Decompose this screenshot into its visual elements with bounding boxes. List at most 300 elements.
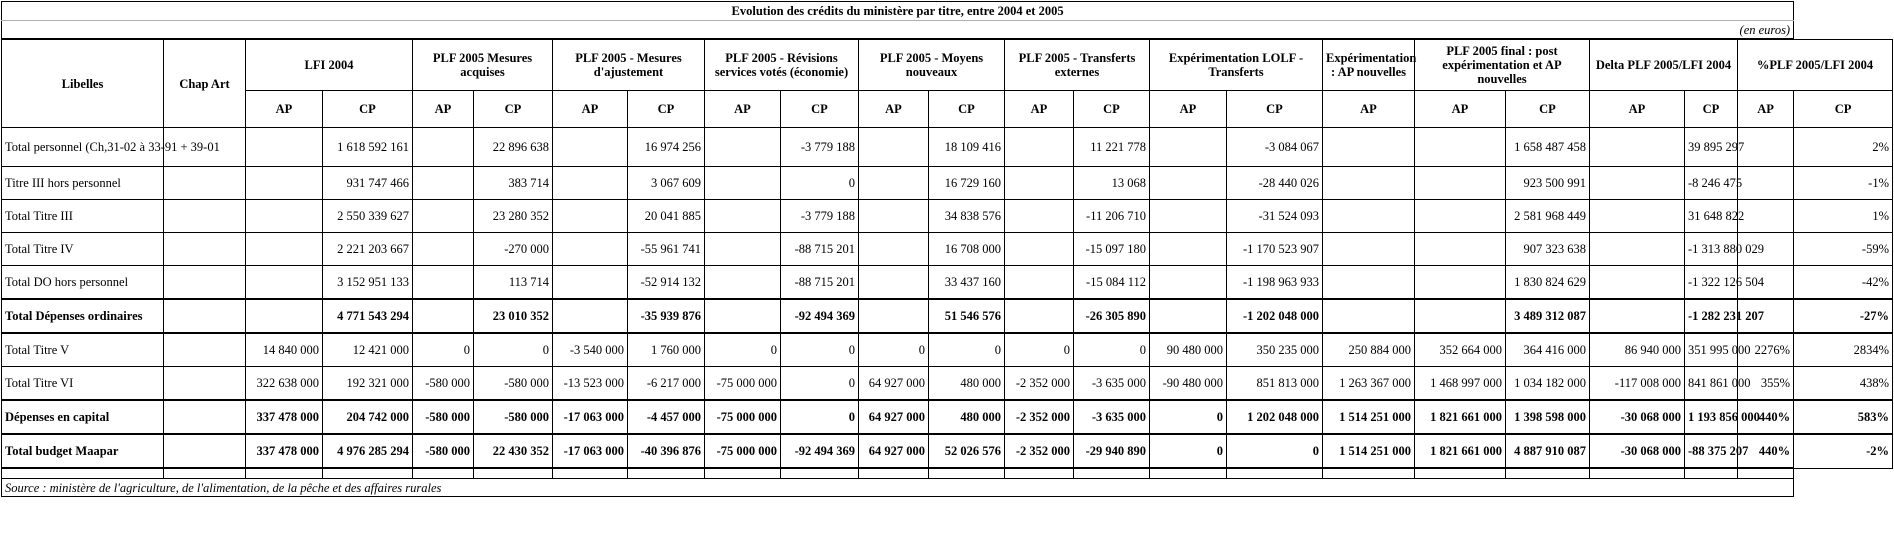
table-row <box>2 266 1893 300</box>
row-label: Dépenses en capital <box>2 400 164 434</box>
cell: 0 <box>781 167 859 200</box>
cell <box>413 167 474 200</box>
cell: 250 884 000 <box>1323 333 1415 367</box>
row-chap-art <box>164 434 246 468</box>
cell <box>1323 128 1415 167</box>
cell: -92 494 369 <box>781 299 859 333</box>
cell <box>246 167 323 200</box>
cell: -11 206 710 <box>1074 200 1150 233</box>
cell: 2 221 203 667 <box>323 233 413 266</box>
cell: -75 000 000 <box>705 400 781 434</box>
cell: 0 <box>474 333 553 367</box>
cell: -26 305 890 <box>1074 299 1150 333</box>
cell <box>1415 299 1506 333</box>
cell: -3 779 188 <box>781 128 859 167</box>
header-cp: CP <box>1794 91 1893 128</box>
cell: 851 813 000 <box>1227 367 1323 401</box>
row-label: Total personnel (Ch,31-02 à 33-91 + 39-01 <box>2 128 164 167</box>
cell: -88 375 207 <box>1685 434 1738 468</box>
cell: 18 109 416 <box>929 128 1005 167</box>
cell: 31 648 822 <box>1685 200 1738 233</box>
spacer-cell <box>1415 468 1506 479</box>
row-label: Total Titre V <box>2 333 164 367</box>
cell: 0 <box>929 333 1005 367</box>
cell: -90 480 000 <box>1150 367 1227 401</box>
cell: 1 202 048 000 <box>1227 400 1323 434</box>
spacer-cell <box>705 468 781 479</box>
table-row <box>2 233 1893 266</box>
header-ap: AP <box>1738 91 1794 128</box>
cell: 351 995 000 <box>1685 333 1738 367</box>
cell: 2 550 339 627 <box>323 200 413 233</box>
cell: 16 729 160 <box>929 167 1005 200</box>
cell: -15 084 112 <box>1074 266 1150 300</box>
cell <box>1150 200 1227 233</box>
header-group: Delta PLF 2005/LFI 2004 <box>1590 39 1738 91</box>
cell: 364 416 000 <box>1506 333 1590 367</box>
cell: 1 830 824 629 <box>1506 266 1590 300</box>
units-label: (en euros) <box>2 21 1794 40</box>
cell: 440% <box>1738 400 1794 434</box>
cell <box>246 299 323 333</box>
cell: 907 323 638 <box>1506 233 1590 266</box>
header-group: Expérimentation LOLF - Transferts <box>1150 39 1323 91</box>
cell: -580 000 <box>474 400 553 434</box>
cell: 1 193 856 000 <box>1685 400 1738 434</box>
spacer-cell <box>474 468 553 479</box>
cell <box>246 233 323 266</box>
cell <box>705 200 781 233</box>
cell: -30 068 000 <box>1590 400 1685 434</box>
header-ap: AP <box>1415 91 1506 128</box>
cell: 480 000 <box>929 400 1005 434</box>
header-group: PLF 2005 - Révisions services votés (économie) <box>705 39 859 91</box>
row-label: Total DO hors personnel <box>2 266 164 300</box>
cell: 39 895 297 <box>1685 128 1738 167</box>
cell: -17 063 000 <box>553 434 628 468</box>
header-ap: AP <box>1323 91 1415 128</box>
row-label: Total Titre III <box>2 200 164 233</box>
budget-table <box>1 1 1893 497</box>
spacer-cell <box>413 468 474 479</box>
cell: -27% <box>1794 299 1893 333</box>
row-label: Titre III hors personnel <box>2 167 164 200</box>
header-cp: CP <box>1685 91 1738 128</box>
cell: -59% <box>1794 233 1893 266</box>
cell <box>246 128 323 167</box>
cell <box>553 128 628 167</box>
row-chap-art <box>164 233 246 266</box>
cell: 440% <box>1738 434 1794 468</box>
cell: 1 821 661 000 <box>1415 434 1506 468</box>
cell <box>705 233 781 266</box>
row-chap-art <box>164 167 246 200</box>
cell: 4 887 910 087 <box>1506 434 1590 468</box>
spacer-row <box>2 468 1893 479</box>
cell: 931 747 466 <box>323 167 413 200</box>
title-row <box>2 2 1893 21</box>
spacer-cell <box>1227 468 1323 479</box>
header-group: PLF 2005 final : post expérimentation et AP nouvelles <box>1415 39 1590 91</box>
cell: 923 500 991 <box>1506 167 1590 200</box>
header-row-groups <box>2 39 1893 91</box>
cell: 583% <box>1794 400 1893 434</box>
cell <box>1415 233 1506 266</box>
cell: 841 861 000 <box>1685 367 1738 401</box>
spacer-cell <box>2 468 164 479</box>
cell <box>553 233 628 266</box>
cell: 350 235 000 <box>1227 333 1323 367</box>
cell: 1% <box>1794 200 1893 233</box>
cell: -580 000 <box>413 367 474 401</box>
cell: -30 068 000 <box>1590 434 1685 468</box>
cell: 2% <box>1794 128 1893 167</box>
row-chap-art <box>164 299 246 333</box>
cell <box>1323 167 1415 200</box>
cell <box>1150 299 1227 333</box>
cell: 33 437 160 <box>929 266 1005 300</box>
cell: -40 396 876 <box>628 434 705 468</box>
cell: 1 263 367 000 <box>1323 367 1415 401</box>
units-row <box>2 21 1893 40</box>
cell: 20 041 885 <box>628 200 705 233</box>
row-chap-art <box>164 400 246 434</box>
cell <box>705 128 781 167</box>
cell: -8 246 475 <box>1685 167 1738 200</box>
cell <box>413 299 474 333</box>
spacer-cell <box>781 468 859 479</box>
cell: -580 000 <box>413 434 474 468</box>
cell: 3 067 609 <box>628 167 705 200</box>
header-group: PLF 2005 Mesures acquises <box>413 39 553 91</box>
cell: -35 939 876 <box>628 299 705 333</box>
cell <box>1323 266 1415 300</box>
cell: -1% <box>1794 167 1893 200</box>
cell <box>859 200 929 233</box>
header-group: %PLF 2005/LFI 2004 <box>1738 39 1893 91</box>
cell: 1 658 487 458 <box>1506 128 1590 167</box>
header-cp: CP <box>1227 91 1323 128</box>
spacer-cell <box>859 468 929 479</box>
header-cp: CP <box>1074 91 1150 128</box>
header-group: PLF 2005 - Moyens nouveaux <box>859 39 1005 91</box>
cell: 1 398 598 000 <box>1506 400 1590 434</box>
cell: 64 927 000 <box>859 367 929 401</box>
cell: 383 714 <box>474 167 553 200</box>
cell: 52 026 576 <box>929 434 1005 468</box>
cell: -88 715 201 <box>781 233 859 266</box>
cell <box>413 200 474 233</box>
cell: 113 714 <box>474 266 553 300</box>
spacer-cell <box>553 468 628 479</box>
cell: -17 063 000 <box>553 400 628 434</box>
cell <box>1005 200 1074 233</box>
cell <box>705 266 781 300</box>
table-row <box>2 167 1893 200</box>
cell: 22 430 352 <box>474 434 553 468</box>
cell: -1 282 231 207 <box>1685 299 1738 333</box>
row-label: Total Titre VI <box>2 367 164 401</box>
row-label: Total budget Maapar <box>2 434 164 468</box>
spacer-cell <box>1150 468 1227 479</box>
table-row <box>2 434 1893 468</box>
cell: 480 000 <box>929 367 1005 401</box>
cell: -1 313 880 029 <box>1685 233 1738 266</box>
cell: 0 <box>1150 434 1227 468</box>
cell: -3 635 000 <box>1074 367 1150 401</box>
cell: 16 708 000 <box>929 233 1005 266</box>
cell <box>1738 167 1794 200</box>
cell: -13 523 000 <box>553 367 628 401</box>
cell <box>1590 128 1685 167</box>
cell: -270 000 <box>474 233 553 266</box>
cell <box>413 233 474 266</box>
cell <box>1005 266 1074 300</box>
cell <box>859 266 929 300</box>
cell <box>553 200 628 233</box>
header-cp: CP <box>929 91 1005 128</box>
cell: -28 440 026 <box>1227 167 1323 200</box>
header-chap-art: Chap Art <box>164 39 246 128</box>
cell: 51 546 576 <box>929 299 1005 333</box>
cell: 2276% <box>1738 333 1794 367</box>
cell: -2 352 000 <box>1005 400 1074 434</box>
header-ap: AP <box>1590 91 1685 128</box>
header-ap: AP <box>553 91 628 128</box>
header-group: LFI 2004 <box>246 39 413 91</box>
cell: 3 152 951 133 <box>323 266 413 300</box>
spacer-cell <box>246 468 323 479</box>
spacer-cell <box>323 468 413 479</box>
cell: 1 034 182 000 <box>1506 367 1590 401</box>
cell: -55 961 741 <box>628 233 705 266</box>
table-row <box>2 367 1893 401</box>
cell: -2 352 000 <box>1005 434 1074 468</box>
header-group: Expérimentation : AP nouvelles <box>1323 39 1415 91</box>
cell <box>1323 233 1415 266</box>
cell <box>1590 200 1685 233</box>
cell: -3 635 000 <box>1074 400 1150 434</box>
source-row <box>2 479 1893 497</box>
cell <box>413 266 474 300</box>
cell <box>1005 233 1074 266</box>
cell <box>1590 299 1685 333</box>
cell: 86 940 000 <box>1590 333 1685 367</box>
cell: 22 896 638 <box>474 128 553 167</box>
header-cp: CP <box>781 91 859 128</box>
cell <box>1323 200 1415 233</box>
cell <box>553 167 628 200</box>
cell: -4 457 000 <box>628 400 705 434</box>
cell: 0 <box>1227 434 1323 468</box>
cell <box>1005 299 1074 333</box>
cell <box>859 128 929 167</box>
cell <box>859 167 929 200</box>
spacer-cell <box>1738 468 1794 479</box>
cell <box>1415 167 1506 200</box>
cell: 1 514 251 000 <box>1323 434 1415 468</box>
cell: -6 217 000 <box>628 367 705 401</box>
cell: 0 <box>859 333 929 367</box>
table-row <box>2 299 1893 333</box>
cell: 0 <box>413 333 474 367</box>
cell: -42% <box>1794 266 1893 300</box>
cell: 14 840 000 <box>246 333 323 367</box>
cell: 0 <box>781 367 859 401</box>
spacer-cell <box>929 468 1005 479</box>
cell: 23 010 352 <box>474 299 553 333</box>
spacer-cell <box>1074 468 1150 479</box>
cell: -1 322 126 504 <box>1685 266 1738 300</box>
row-chap-art <box>164 200 246 233</box>
table-row <box>2 200 1893 233</box>
header-ap: AP <box>1150 91 1227 128</box>
row-chap-art <box>164 266 246 300</box>
cell <box>1150 266 1227 300</box>
cell <box>553 266 628 300</box>
cell: 0 <box>1150 400 1227 434</box>
header-libelles: Libelles <box>2 39 164 128</box>
cell: 13 068 <box>1074 167 1150 200</box>
source-note: Source : ministère de l'agriculture, de l'alimentation, de la pêche et des affaires rurales <box>2 479 1794 497</box>
spacer-cell <box>1005 468 1074 479</box>
cell <box>1150 128 1227 167</box>
header-group: PLF 2005 - Mesures d'ajustement <box>553 39 705 91</box>
cell: 337 478 000 <box>246 434 323 468</box>
cell: -75 000 000 <box>705 367 781 401</box>
cell: 23 280 352 <box>474 200 553 233</box>
cell: -1 202 048 000 <box>1227 299 1323 333</box>
cell <box>246 200 323 233</box>
table-title: Evolution des crédits du ministère par titre, entre 2004 et 2005 <box>2 2 1794 21</box>
cell: 1 821 661 000 <box>1415 400 1506 434</box>
cell: 16 974 256 <box>628 128 705 167</box>
cell <box>859 299 929 333</box>
cell <box>1738 200 1794 233</box>
header-ap: AP <box>859 91 929 128</box>
header-cp: CP <box>1506 91 1590 128</box>
cell: -3 779 188 <box>781 200 859 233</box>
header-cp: CP <box>474 91 553 128</box>
spacer-cell <box>1506 468 1590 479</box>
cell <box>1150 167 1227 200</box>
cell: 64 927 000 <box>859 400 929 434</box>
cell: 2834% <box>1794 333 1893 367</box>
cell <box>413 128 474 167</box>
cell: -580 000 <box>413 400 474 434</box>
header-ap: AP <box>705 91 781 128</box>
cell <box>1150 233 1227 266</box>
cell: 1 514 251 000 <box>1323 400 1415 434</box>
header-row-sub <box>2 91 1893 128</box>
cell: 12 421 000 <box>323 333 413 367</box>
cell: 355% <box>1738 367 1794 401</box>
cell: 11 221 778 <box>1074 128 1150 167</box>
cell: -3 084 067 <box>1227 128 1323 167</box>
header-ap: AP <box>1005 91 1074 128</box>
spacer-cell <box>1685 468 1738 479</box>
spacer-cell <box>1323 468 1415 479</box>
cell: -75 000 000 <box>705 434 781 468</box>
row-chap-art <box>164 367 246 401</box>
cell <box>1323 299 1415 333</box>
cell: 0 <box>1005 333 1074 367</box>
cell: 34 838 576 <box>929 200 1005 233</box>
cell: 0 <box>781 333 859 367</box>
cell: -31 524 093 <box>1227 200 1323 233</box>
cell <box>705 299 781 333</box>
cell: 0 <box>781 400 859 434</box>
cell <box>246 266 323 300</box>
cell <box>1590 266 1685 300</box>
cell: -117 008 000 <box>1590 367 1685 401</box>
cell: 3 489 312 087 <box>1506 299 1590 333</box>
cell: 352 664 000 <box>1415 333 1506 367</box>
cell <box>1005 167 1074 200</box>
cell: 1 468 997 000 <box>1415 367 1506 401</box>
cell: 337 478 000 <box>246 400 323 434</box>
header-ap: AP <box>413 91 474 128</box>
cell: 0 <box>705 333 781 367</box>
cell: -15 097 180 <box>1074 233 1150 266</box>
cell: -52 914 132 <box>628 266 705 300</box>
table-row <box>2 400 1893 434</box>
row-chap-art <box>164 333 246 367</box>
cell: 4 771 543 294 <box>323 299 413 333</box>
cell: -29 940 890 <box>1074 434 1150 468</box>
cell: -3 540 000 <box>553 333 628 367</box>
spacer-cell <box>628 468 705 479</box>
cell <box>1005 128 1074 167</box>
cell: -2% <box>1794 434 1893 468</box>
cell: 1 618 592 161 <box>323 128 413 167</box>
cell: 1 760 000 <box>628 333 705 367</box>
cell: 0 <box>1074 333 1150 367</box>
row-label: Total Titre IV <box>2 233 164 266</box>
cell: 2 581 968 449 <box>1506 200 1590 233</box>
spacer-cell <box>1590 468 1685 479</box>
header-cp: CP <box>323 91 413 128</box>
cell <box>1415 266 1506 300</box>
cell <box>705 167 781 200</box>
cell <box>1738 128 1794 167</box>
cell: -1 170 523 907 <box>1227 233 1323 266</box>
cell: 322 638 000 <box>246 367 323 401</box>
cell: 4 976 285 294 <box>323 434 413 468</box>
cell <box>1415 128 1506 167</box>
cell <box>1590 233 1685 266</box>
spacer-cell <box>164 468 246 479</box>
header-group: PLF 2005 - Transferts externes <box>1005 39 1150 91</box>
row-label: Total Dépenses ordinaires <box>2 299 164 333</box>
cell: -580 000 <box>474 367 553 401</box>
cell <box>859 233 929 266</box>
cell: -92 494 369 <box>781 434 859 468</box>
cell: 192 321 000 <box>323 367 413 401</box>
cell: -1 198 963 933 <box>1227 266 1323 300</box>
cell: 90 480 000 <box>1150 333 1227 367</box>
cell: -88 715 201 <box>781 266 859 300</box>
cell: 204 742 000 <box>323 400 413 434</box>
header-ap: AP <box>246 91 323 128</box>
cell: -2 352 000 <box>1005 367 1074 401</box>
table-row <box>2 128 1893 167</box>
cell: 438% <box>1794 367 1893 401</box>
cell <box>553 299 628 333</box>
cell <box>1590 167 1685 200</box>
cell <box>1415 200 1506 233</box>
cell: 64 927 000 <box>859 434 929 468</box>
